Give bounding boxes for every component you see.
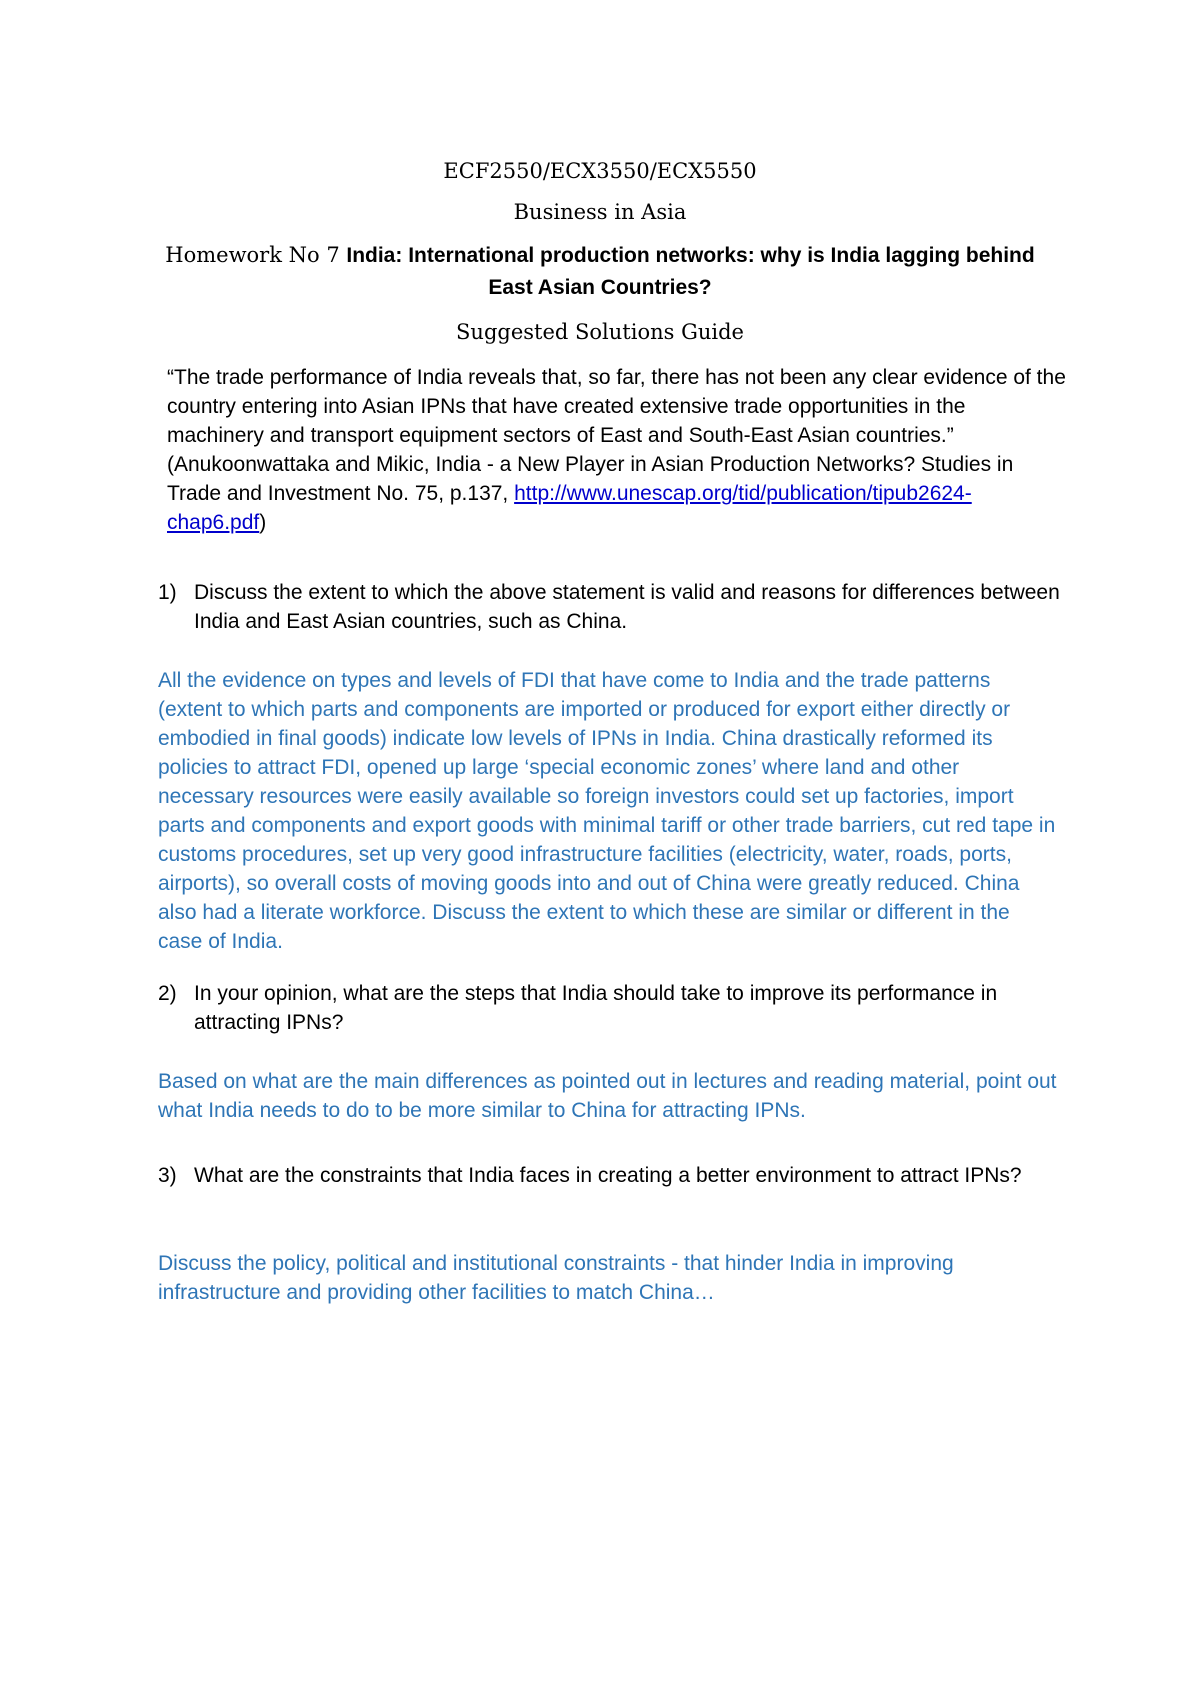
quote-text: “The trade performance of India reveals that, so far, there has not been any clear evidence of the country entering into Asian IPNs that have created extensive trade opportunities in the machinery and transport equipment sectors of East and South-East Asian countries.” (Anukoonwattaka and Mikic, India - a New Player in Asian Production Networks? Studies in Trade and Investment No. 75, p.137, [167, 366, 1066, 505]
answer-3: Discuss the policy, political and institutional constraints - that hinder India in improving infrastructure and providing other facilities to match China… [158, 1252, 954, 1304]
homework-prefix: Homework No 7 [165, 243, 347, 267]
quote-paragraph [167, 363, 1067, 537]
answer-2: Based on what are the main differences as pointed out in lectures and reading material, point out what India needs to do to be more similar to China for attracting IPNs. [158, 1070, 1057, 1122]
answer-1: All the evidence on types and levels of FDI that have come to India and the trade patterns (extent to which parts and components are imported or produced for export either directly or embodied in final goods) indicate low levels of IPNs in India. China drastically reformed its policies to attract FDI, opened up large ‘special economic zones’ where land and other necessary resources were easily available so foreign investors could set up factories, import parts and components and export goods with minimal tariff or other trade barriers, cut red tape in customs procedures, set up very good infrastructure facilities (electricity, water, roads, ports, airports), so overall costs of moving goods into and out of China were greatly reduced. China also had a literate workforce. Discuss the extent to which these are similar or different in the case of India. [158, 669, 1056, 953]
quote-link[interactable]: http://www.unescap.org/tid/publication/tipub2624-chap6.pdf [167, 482, 972, 534]
question-text: What are the constraints that India faces in creating a better environment to attract IPNs? [194, 1164, 1022, 1187]
question-text: Discuss the extent to which the above statement is valid and reasons for differences between India and East Asian countries, such as China. [194, 581, 1060, 633]
question-3 [158, 1161, 1078, 1190]
homework-title-line1: India: International production networks: why is India lagging behind [346, 244, 1035, 267]
question-number: 2) [158, 982, 177, 1005]
guide-title: Suggested Solutions Guide [456, 320, 744, 344]
question-1 [158, 578, 1078, 636]
homework-title-line2: East Asian Countries? [488, 276, 712, 299]
question-text: In your opinion, what are the steps that India should take to improve its performance in attracting IPNs? [194, 982, 998, 1034]
question-number: 1) [158, 581, 177, 604]
quote-closing: ) [259, 511, 267, 534]
course-name: Business in Asia [513, 200, 687, 224]
course-code: ECF2550/ECX3550/ECX5550 [443, 159, 757, 183]
homework-title [0, 241, 1200, 270]
question-number: 3) [158, 1164, 177, 1187]
question-2 [158, 979, 1078, 1037]
